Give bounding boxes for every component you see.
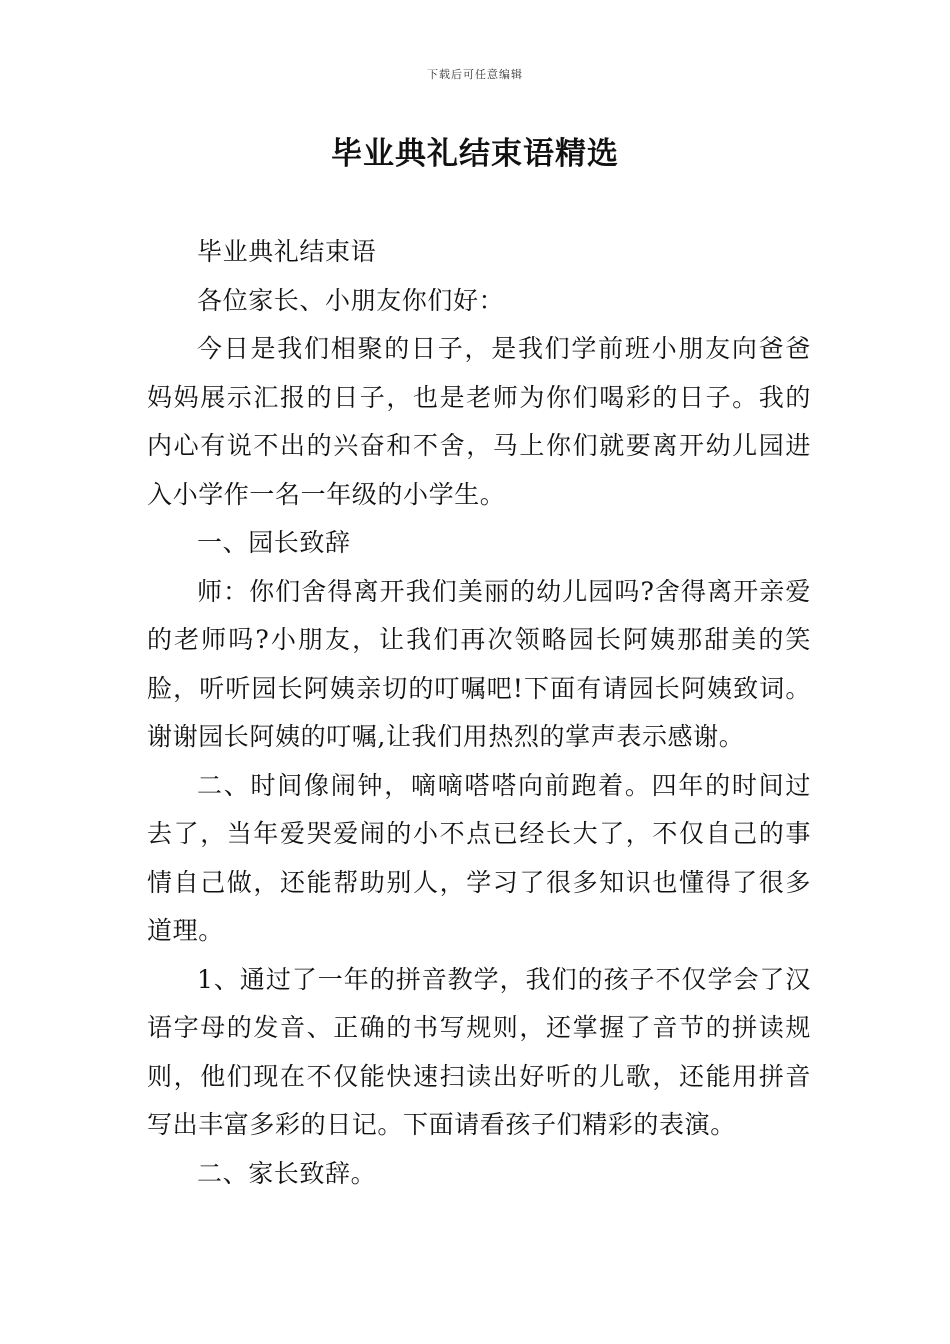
paragraph-section-2: 二、时间像闹钟，嘀嘀嗒嗒向前跑着。四年的时间过去了，当年爱哭爱闹的小不点已经长大了，不仅自己的事情自己做，还能帮助别人，学习了很多知识也懂得了很多道理。: [147, 770, 811, 945]
paragraph-greeting: 各位家长、小朋友你们好：: [197, 285, 505, 315]
paragraph-teacher-speech: 师：你们舍得离开我们美丽的幼儿园吗?舍得离开亲爱的老师吗?小朋友，让我们再次领略园长阿姨那甜美的笑脸，听听园长阿姨亲切的叮嘱吧!下面有请园长阿姨致词。谢谢园长阿姨的叮嘱,让我们用热烈的掌声表示感谢。: [147, 576, 811, 751]
header-note: 下载后可任意编辑: [427, 68, 523, 81]
paragraph-subtitle: 毕业典礼结束语: [197, 237, 377, 266]
paragraph-parent-speech-heading: 二、家长致辞。: [197, 1158, 377, 1188]
paragraph-section-1-heading: 一、园长致辞: [197, 528, 351, 557]
paragraph-intro: 今日是我们相聚的日子，是我们学前班小朋友向爸爸妈妈展示汇报的日子，也是老师为你们喝彩的日子。我的内心有说不出的兴奋和不舍，马上你们就要离开幼儿园进入小学作一名一年级的小学生。: [147, 334, 811, 509]
document-body: [147, 228, 811, 1198]
paragraph-pinyin: 1、通过了一年的拼音教学，我们的孩子不仅学会了汉语字母的发音、正确的书写规则，还掌握了音节的拼读规则，他们现在不仅能快速扫读出好听的儿歌，还能用拼音写出丰富多彩的日记。下面请看孩子们精彩的表演。: [147, 964, 811, 1139]
document-title: 毕业典礼结束语精选: [331, 136, 619, 172]
